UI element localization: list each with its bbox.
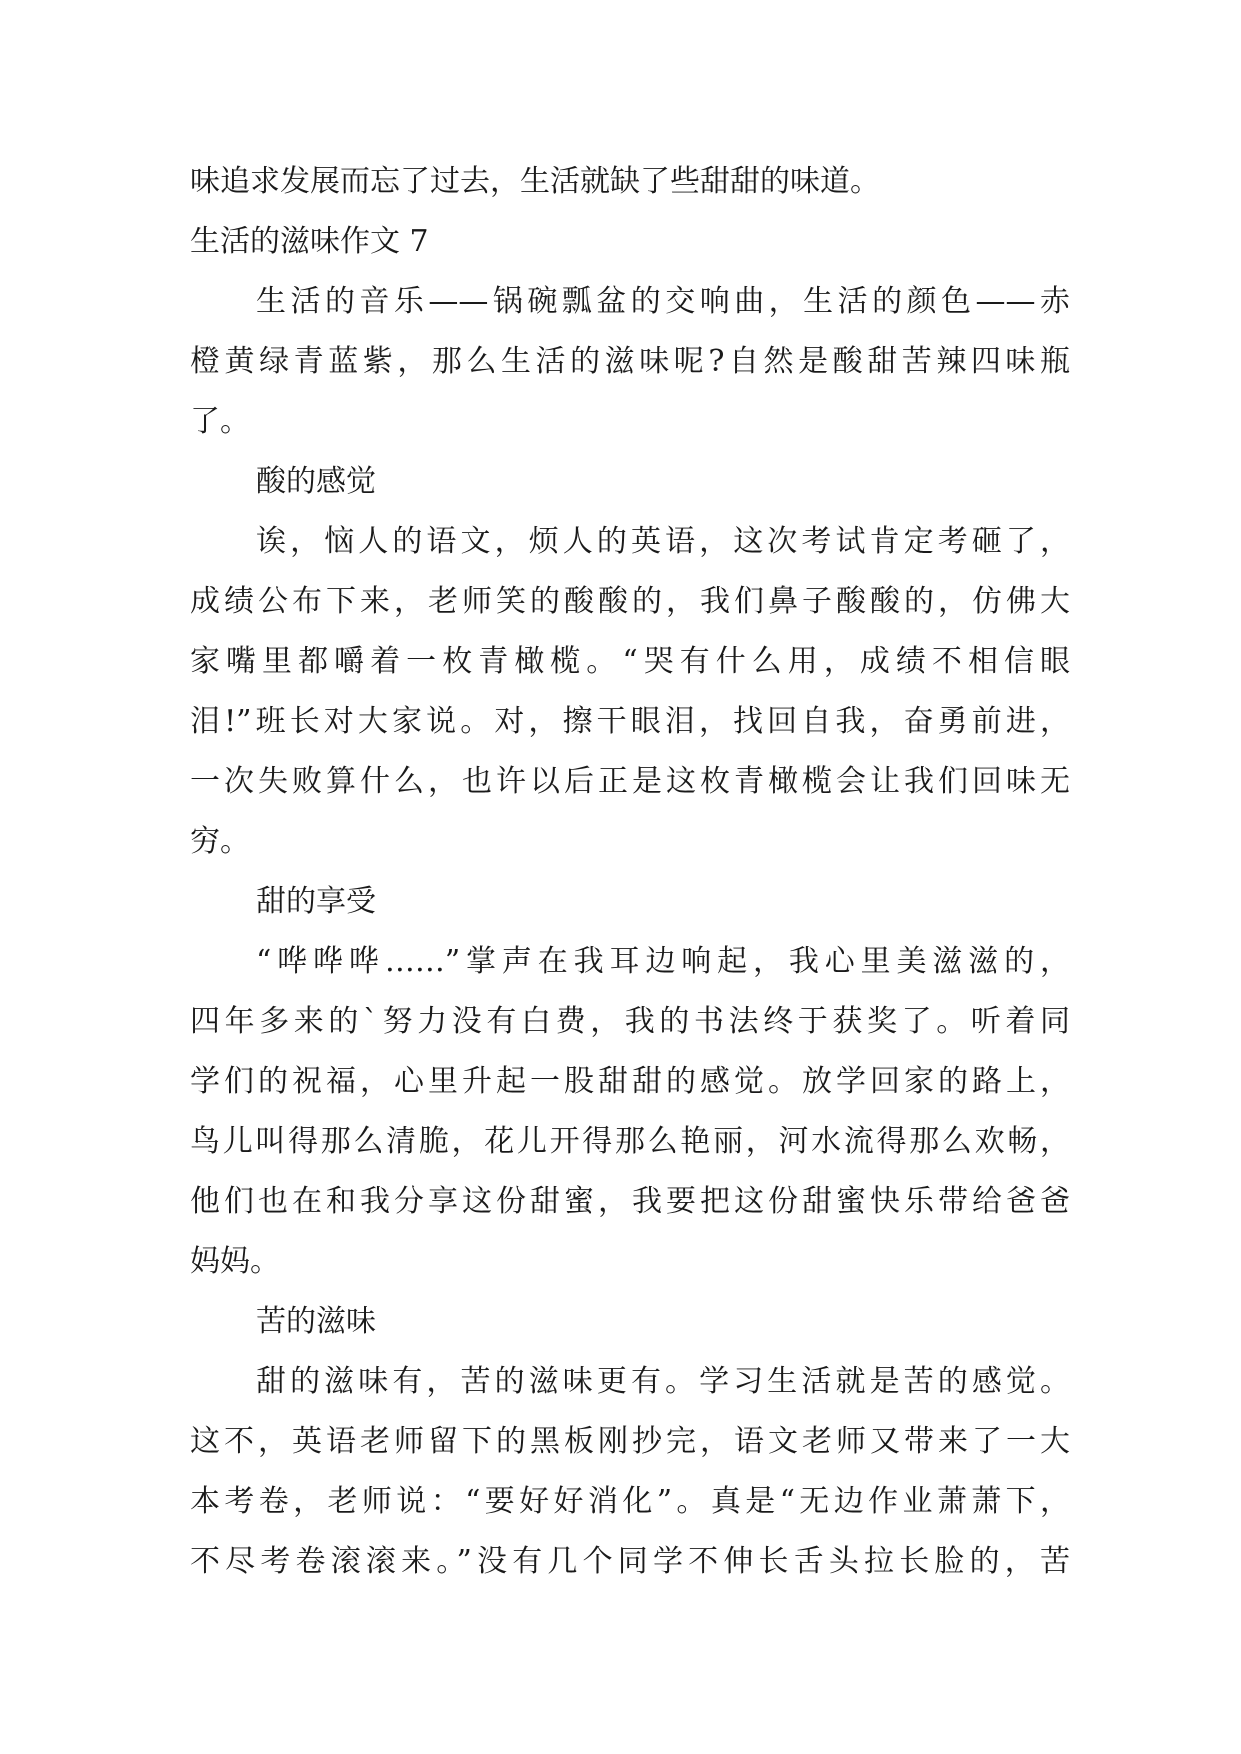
- text-line: 他们也在和我分享这份甜蜜，我要把这份甜蜜快乐带给爸爸: [190, 1184, 1070, 1219]
- section-title: 生活的滋味作文 7: [190, 224, 429, 259]
- document-page: [190, 152, 1070, 1592]
- text-line: 诶，恼人的语文，烦人的英语，这次考试肯定考砸了，: [256, 524, 1070, 559]
- text-line: 生活的音乐——锅碗瓢盆的交响曲，生活的颜色——赤: [256, 284, 1070, 319]
- text-line: 妈妈。: [190, 1244, 280, 1279]
- text-line: 穷。: [190, 824, 250, 859]
- text-line: 了。: [190, 404, 250, 439]
- text-line: 这不，英语老师留下的黑板刚抄完，语文老师又带来了一大: [190, 1424, 1070, 1459]
- text-line: 味追求发展而忘了过去，生活就缺了些甜甜的味道。: [190, 164, 880, 199]
- subheading: 苦的滋味: [256, 1304, 376, 1339]
- text-line: 泪!”班长对大家说。对，擦干眼泪，找回自我，奋勇前进，: [190, 704, 1070, 739]
- text-line: 四年多来的`努力没有白费，我的书法终于获奖了。听着同: [190, 1004, 1070, 1039]
- text-line: 鸟儿叫得那么清脆，花儿开得那么艳丽，河水流得那么欢畅，: [190, 1124, 1070, 1159]
- text-line: 本考卷，老师说：“要好好消化”。真是“无边作业萧萧下，: [190, 1484, 1070, 1519]
- text-line: 一次失败算什么，也许以后正是这枚青橄榄会让我们回味无: [190, 764, 1070, 799]
- subheading: 甜的享受: [256, 884, 376, 919]
- text-line: 甜的滋味有，苦的滋味更有。学习生活就是苦的感觉。: [256, 1364, 1070, 1399]
- text-line: 不尽考卷滚滚来。”没有几个同学不伸长舌头拉长脸的，苦: [190, 1544, 1070, 1579]
- text-line: 学们的祝福，心里升起一股甜甜的感觉。放学回家的路上，: [190, 1064, 1070, 1099]
- text-line: 成绩公布下来，老师笑的酸酸的，我们鼻子酸酸的，仿佛大: [190, 584, 1070, 619]
- subheading: 酸的感觉: [256, 464, 376, 499]
- text-line: 橙黄绿青蓝紫，那么生活的滋味呢?自然是酸甜苦辣四味瓶: [190, 344, 1070, 379]
- text-line: “哗哗哗……”掌声在我耳边响起，我心里美滋滋的，: [256, 944, 1070, 979]
- text-line: 家嘴里都嚼着一枚青橄榄。“哭有什么用，成绩不相信眼: [190, 644, 1070, 679]
